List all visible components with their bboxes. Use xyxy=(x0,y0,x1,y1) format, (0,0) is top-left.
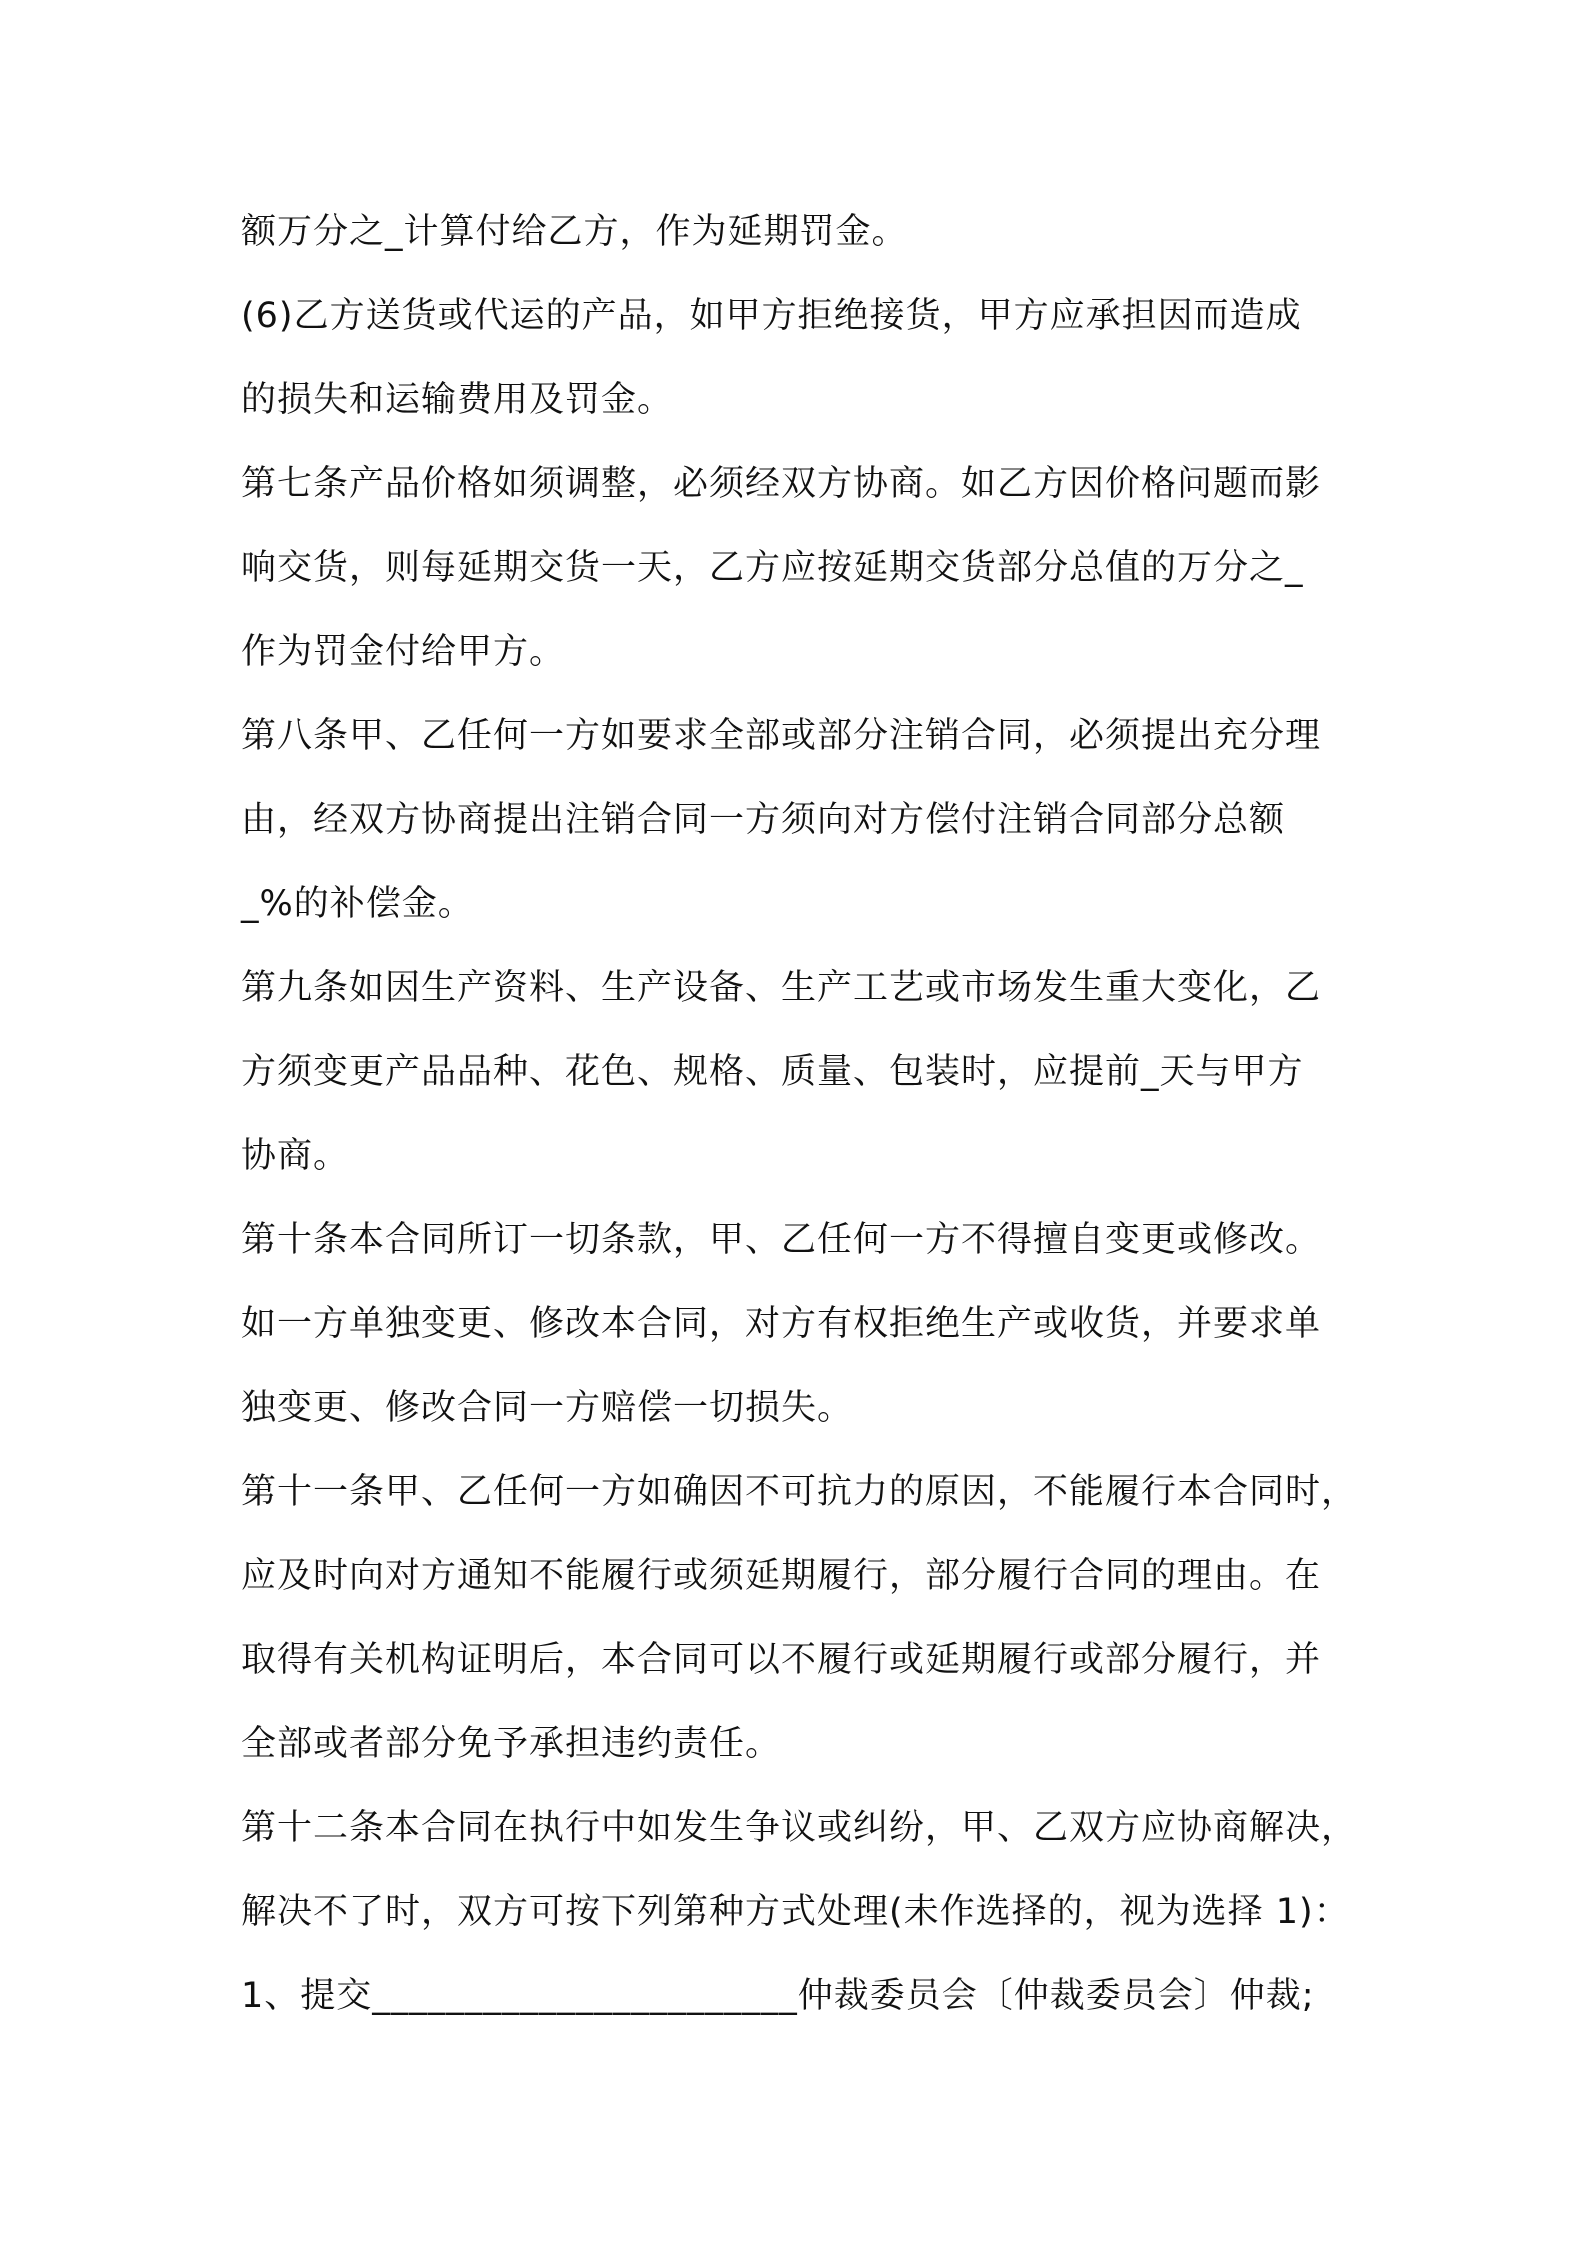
text-line: 的损失和运输费用及罚金。 xyxy=(241,380,674,420)
text-line: 全部或者部分免予承担违约责任。 xyxy=(241,1724,782,1764)
text-line: 方须变更产品品种、花色、规格、质量、包装时，应提前_天与甲方 xyxy=(241,1052,1304,1092)
text-line: 第十条本合同所订一切条款，甲、乙任何一方不得擅自变更或修改。 xyxy=(241,1220,1322,1260)
text-line: 第八条甲、乙任何一方如要求全部或部分注销合同，必须提出充分理 xyxy=(241,716,1322,756)
text-line: 额万分之_计算付给乙方，作为延期罚金。 xyxy=(241,212,908,252)
text-line: 第十一条甲、乙任何一方如确因不可抗力的原因，不能履行本合同时， xyxy=(241,1472,1358,1512)
text-line: 由，经双方协商提出注销合同一方须向对方偿付注销合同部分总额 xyxy=(241,800,1286,840)
text-line: 第十二条本合同在执行中如发生争议或纠纷，甲、乙双方应协商解决， xyxy=(241,1808,1358,1848)
text-line: 第七条产品价格如须调整，必须经双方协商。如乙方因价格问题而影 xyxy=(241,464,1322,504)
text-line: 协商。 xyxy=(241,1136,350,1176)
text-line: 独变更、修改合同一方赔偿一切损失。 xyxy=(241,1388,854,1428)
text-line: 如一方单独变更、修改本合同，对方有权拒绝生产或收货，并要求单 xyxy=(241,1304,1322,1344)
text-line: 1、提交_______________________仲裁委员会〔仲裁委员会〕仲裁; xyxy=(241,1976,1315,2016)
text-line: 第九条如因生产资料、生产设备、生产工艺或市场发生重大变化，乙 xyxy=(241,968,1322,1008)
text-line: 应及时向对方通知不能履行或须延期履行，部分履行合同的理由。在 xyxy=(241,1556,1322,1596)
text-line: 响交货，则每延期交货一天，乙方应按延期交货部分总值的万分之_ xyxy=(241,548,1304,588)
contract-text xyxy=(241,190,1361,2038)
text-line: (6)乙方送货或代运的产品，如甲方拒绝接货，甲方应承担因而造成 xyxy=(241,296,1302,336)
text-line: 作为罚金付给甲方。 xyxy=(241,632,566,672)
text-line: 取得有关机构证明后，本合同可以不履行或延期履行或部分履行，并 xyxy=(241,1640,1322,1680)
text-line: 解决不了时，双方可按下列第种方式处理(未作选择的，视为选择 1)： xyxy=(241,1892,1350,1932)
text-line: _%的补偿金。 xyxy=(241,884,474,924)
